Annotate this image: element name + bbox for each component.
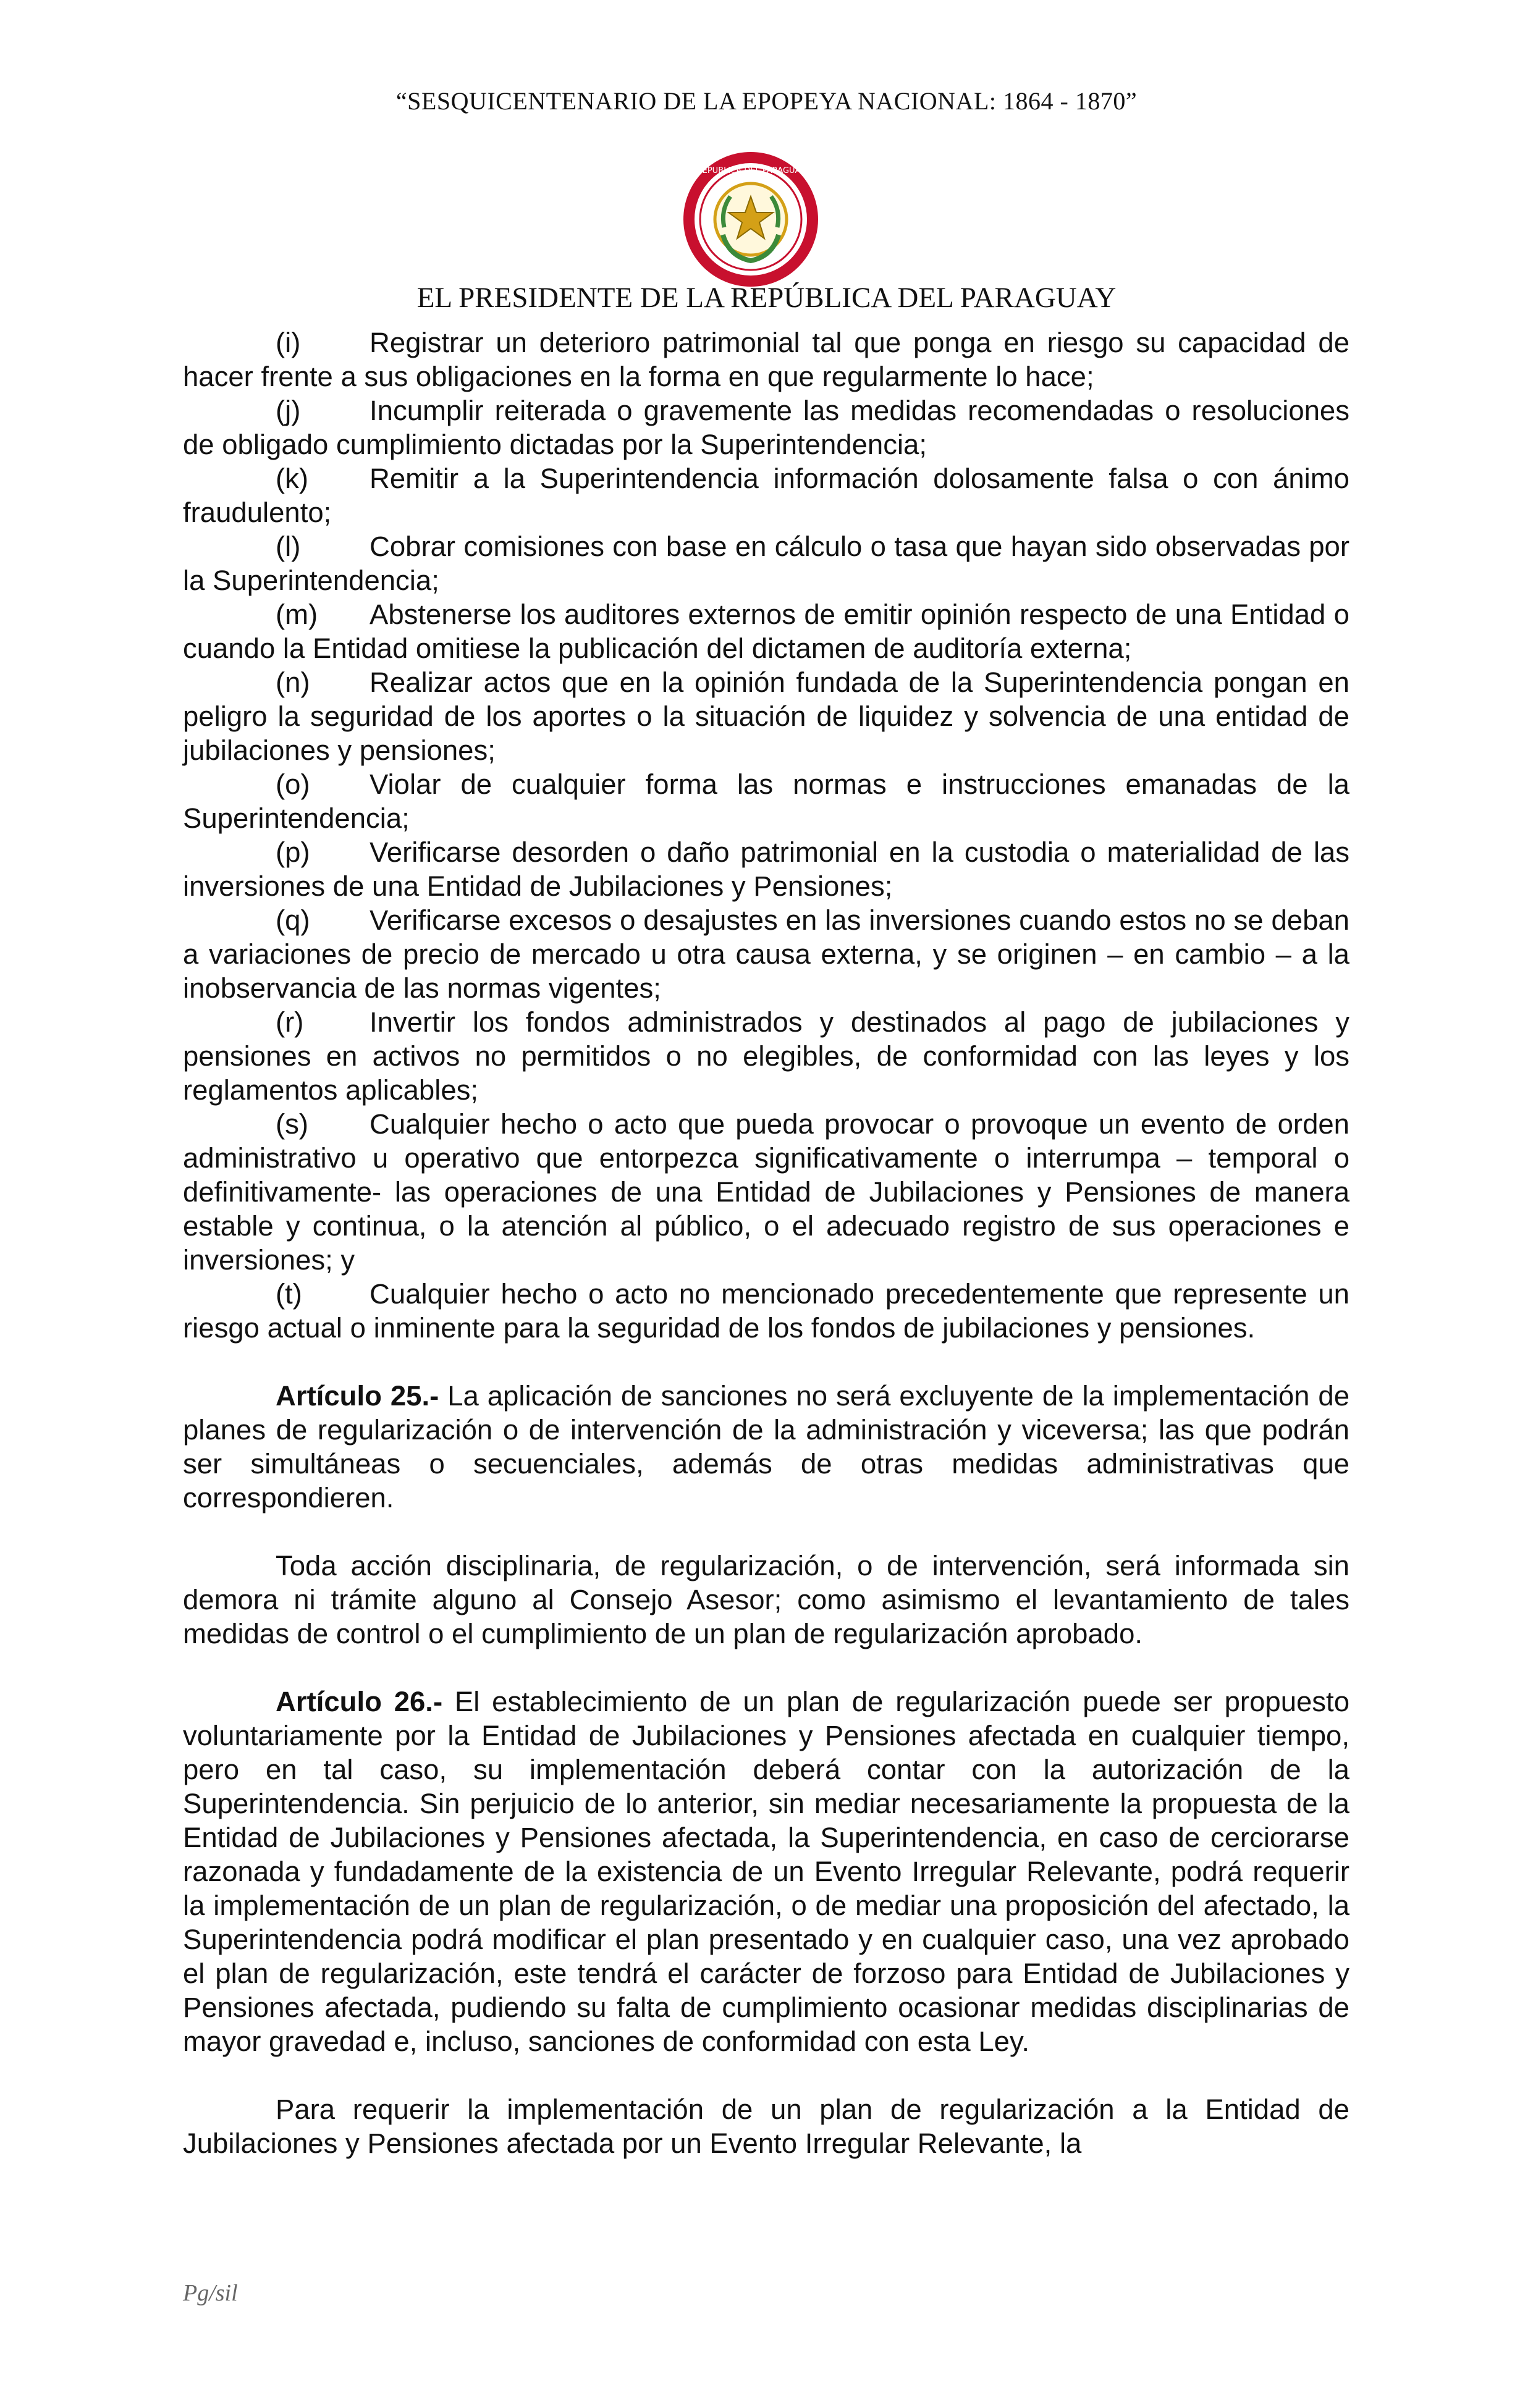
article-25-heading: Artículo 25.- [276, 1380, 439, 1412]
list-item [183, 529, 1349, 597]
list-item-text: Abstenerse los auditores externos de emitir opinión respecto de una Entidad o cuando la Entidad omitiese la publicación del dictamen de auditoría externa; [183, 599, 1349, 664]
list-item-text: Violar de cualquier forma las normas e instrucciones emanadas de la Superintendencia; [183, 768, 1349, 834]
list-item-text: Registrar un deterioro patrimonial tal que ponga en riesgo su capacidad de hacer frente a sus obligaciones en la forma en que regularmente lo hace; [183, 327, 1349, 392]
disciplinary-paragraph: Toda acción disciplinaria, de regularización, o de intervención, será informada sin demora ni trámite alguno al Consejo Asesor; como asimismo el levantamiento de tales medidas de control o el cumplimiento de un plan de regularización aprobado. [183, 1550, 1349, 1649]
list-item-text: Invertir los fondos administrados y destinados al pago de jubilaciones y pensiones en activos no permitidos o no elegibles, de conformidad con las leyes y los reglamentos aplicables; [183, 1006, 1349, 1106]
list-item [183, 394, 1349, 461]
list-item [183, 767, 1349, 835]
list-item-letter: (t) [276, 1278, 302, 1310]
list-item-text: Realizar actos que en la opinión fundada de la Superintendencia pongan en peligro la seguridad de los aportes o la situación de liquidez y solvencia de una entidad de jubilaciones y pensiones; [183, 667, 1349, 766]
list-item [183, 326, 1349, 394]
header-title: EL PRESIDENTE DE LA REPÚBLICA DEL PARAGUAY [416, 282, 1117, 314]
list-item-letter: (s) [276, 1108, 309, 1140]
list-item-text: Remitir a la Superintendencia información dolosamente falsa o con ánimo fraudulento; [183, 463, 1349, 528]
list-item-letter: (l) [276, 531, 301, 562]
list-item-letter: (o) [276, 768, 310, 800]
footer-initials: Pg/sil [183, 2280, 238, 2306]
list-item-text: Verificarse excesos o desajustes en las inversiones cuando estos no se deban a variaciones de precio de mercado u otra causa externa, y se originen – en cambio – a la inobservancia de las normas vigentes; [183, 904, 1349, 1004]
article-25 [183, 1379, 1349, 1515]
list-item [183, 461, 1349, 529]
list-item-text: Incumplir reiterada o gravemente las medidas recomendadas o resoluciones de obligado cumplimiento dictadas por la Superintendencia; [183, 395, 1349, 460]
article-26-text: El establecimiento de un plan de regularización puede ser propuesto voluntariamente por la Entidad de Jubilaciones y Pensiones afectada en cualquier tiempo, pero en tal caso, su implementación deberá contar con la autorización de la Superintendencia. Sin perjuicio de lo anterior, sin mediar necesariamente la propuesta de la Entidad de Jubilaciones y Pensiones afectada, la Superintendencia, en caso de cerciorarse razonada y fundadamente de la existencia de un Evento Irregular Relevante, podrá requerir la implementación de un plan de regularización, o de mediar una proposición del afectado, la Superintendencia podrá modificar el plan presentado y en cualquier caso, una vez aprobado el plan de regularización, este tendrá el carácter de forzoso para Entidad de Jubilaciones y Pensiones afectada, pudiendo su falta de cumplimiento ocasionar medidas disciplinarias de mayor gravedad e, incluso, sanciones de conformidad con esta Ley. [183, 1686, 1349, 2057]
document-body [183, 326, 1349, 2189]
list-item [183, 835, 1349, 903]
list-item [183, 903, 1349, 1005]
list-item-text: Cobrar comisiones con base en cálculo o tasa que hayan sido observadas por la Superintendencia; [183, 531, 1349, 596]
list-item [183, 1277, 1349, 1345]
list-item [183, 1005, 1349, 1107]
list-item-letter: (k) [276, 463, 309, 494]
list-item-letter: (p) [276, 836, 310, 868]
list-item-letter: (i) [276, 327, 301, 358]
seal-text: REPUBLICA DEL PARAGUAY [696, 166, 805, 175]
list-item-letter: (r) [276, 1006, 304, 1038]
national-seal-icon [680, 148, 822, 290]
article-26 [183, 1685, 1349, 2058]
list-item-letter: (m) [276, 599, 318, 630]
header-motto: “SESQUICENTENARIO DE LA EPOPEYA NACIONAL: 1864 - 1870” [395, 87, 1138, 115]
article-25-text: La aplicación de sanciones no será excluyente de la implementación de planes de regularización o de intervención de la administración y viceversa; las que podrán ser simultáneas o secuenciales, además de otras medidas administrativas que correspondieren. [183, 1380, 1350, 1513]
list-item-letter: (n) [276, 667, 310, 698]
list-item-text: Cualquier hecho o acto que pueda provocar o provoque un evento de orden administrativo u operativo que entorpezca significativamente o interrumpa – temporal o definitivamente- las operaciones de una Entidad de Jubilaciones y Pensiones de manera estable y continua, o la atención al público, o el adecuado registro de sus operaciones e inversiones; y [183, 1108, 1349, 1276]
list-item-text: Cualquier hecho o acto no mencionado precedentemente que represente un riesgo actual o inminente para la seguridad de los fondos de jubilaciones y pensiones. [183, 1278, 1349, 1344]
list-item-text: Verificarse desorden o daño patrimonial en la custodia o materialidad de las inversiones de una Entidad de Jubilaciones y Pensiones; [183, 836, 1349, 902]
article-26-heading: Artículo 26.- [276, 1686, 443, 1717]
last-paragraph: Para requerir la implementación de un plan de regularización a la Entidad de Jubilaciones y Pensiones afectada por un Evento Irregular Relevante, la [183, 2094, 1349, 2159]
sanctions-list [183, 326, 1349, 1345]
list-item [183, 1107, 1349, 1277]
list-item [183, 665, 1349, 767]
list-item-letter: (q) [276, 904, 310, 936]
list-item-letter: (j) [276, 395, 301, 426]
list-item [183, 597, 1349, 665]
